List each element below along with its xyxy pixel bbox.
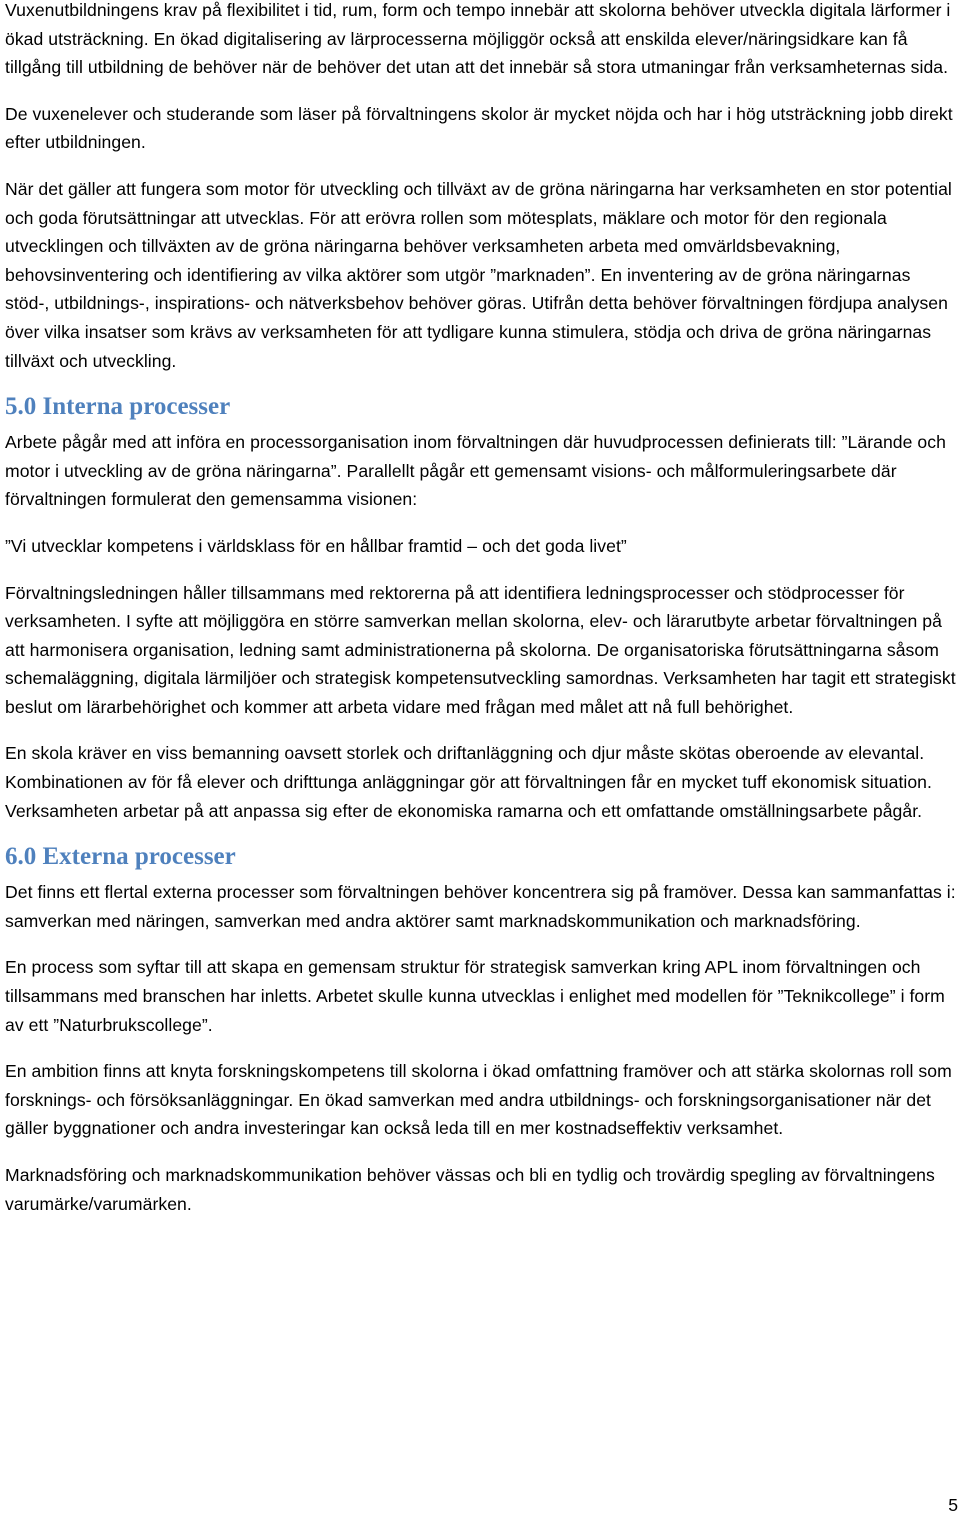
paragraph-research-ambition: En ambition finns att knyta forskningskompetens till skolorna i ökad omfattning framöver och att stärka skolornas roll som forsknings- och försöksanläggningar. En ökad samverkan med andra utbildnings- och forskningsorganisationer när det gäller byggnationer och andra investeringar kan också leda till en mer kostnadseffektiv verksamhet.: [5, 1061, 952, 1139]
paragraph-management-processes: Förvaltningsledningen håller tillsammans med rektorerna på att identifiera ledningsprocesser och stödprocesser för verksamheten. I syfte att möjliggöra en större samverkan mellan skolorna, elev- och lärarutbyte arbetar förvaltningen på att harmonisera organisation, ledning samt administrationerna på skolorna. De organisatoriska förutsättningarna såsom schemaläggning, digitala lärmiljöer och strategisk kompetensutveckling samordnas. Verksamheten har tagit ett strategiskt beslut om lärarbehörighet och kommer att arbeta vidare med frågan med målet att nå full behörighet.: [5, 582, 956, 717]
paragraph-staffing-economy: En skola kräver en viss bemanning oavsett storlek och driftanläggning och djur måste skötas oberoende av elevantal. Kombinationen av för få elever och drifttunga anläggningar gör att förvaltningen får en mycket tuff ekonomisk situation. Verksamheten arbetar på att anpassa sig efter de ekonomiska ramarna och ett omfattande omställningsarbete pågår.: [5, 743, 932, 821]
vision-quote: ”Vi utvecklar kompetens i världsklass för en hållbar framtid – och det goda livet”: [5, 535, 627, 556]
paragraph-digital-learning: Vuxenutbildningens krav på flexibilitet i tid, rum, form och tempo innebär att skolorna behöver utveckla digitala lärformer i ökad utsträckning. En ökad digitalisering av lärprocesserna möjliggör också att enskilda elever/näringsidkare kan få tillgång till utbildning de behöver när de behöver det utan att det innebär så stora utmaningar från verksamheternas sida.: [5, 0, 951, 78]
paragraph-external-overview: Det finns ett flertal externa processer som förvaltningen behöver koncentrera sig på framöver. Dessa kan sammanfattas i: samverkan med näringen, samverkan med andra aktörer samt marknadskommunikation och marknadsföring.: [5, 882, 956, 931]
page-number: 5: [948, 1495, 958, 1515]
paragraph-marketing: Marknadsföring och marknadskommunikation behöver vässas och bli en tydlig och trovärdig spegling av förvaltningens varumärke/varumärken.: [5, 1165, 935, 1214]
paragraph-apl-collaboration: En process som syftar till att skapa en gemensam struktur för strategisk samverkan kring APL inom förvaltningen och tillsammans med branschen har inletts. Arbetet skulle kunna utvecklas i enlighet med modellen för ”Teknikcollege” i form av ett ”Naturbrukscollege”.: [5, 957, 945, 1035]
paragraph-student-satisfaction: De vuxenelever och studerande som läser på förvaltningens skolor är mycket nöjda och har i hög utsträckning jobb direkt efter utbildningen.: [5, 103, 953, 153]
section-heading-internal-processes: 5.0 Interna processer: [5, 393, 231, 421]
document-page: [5, 0, 957, 1218]
paragraph-green-industries: När det gäller att fungera som motor för utveckling och tillväxt av de gröna näringarna har verksamheten en stor potential och goda förutsättningar att utvecklas. För att erövra rollen som mötesplats, mäklare och motor för den regionala utvecklingen och tillväxten av de gröna näringarna behöver verksamheten arbeta med omvärldsbevakning, behovsinventering och identifiering av vilka aktörer som utgör ”marknaden”. En inventering av de gröna näringarnas stöd-, utbildnings-, inspirations- och nätverksbehov behöver göras. Utifrån detta behöver förvaltningen fördjupa analysen över vilka insatser som krävs av verksamheten för att tydligare kunna stimulera, stödja och driva de gröna näringarnas tillväxt och utveckling.: [5, 178, 952, 371]
section-heading-external-processes: 6.0 Externa processer: [5, 843, 236, 871]
paragraph-process-organisation: Arbete pågår med att införa en processorganisation inom förvaltningen där huvudprocessen definierats till: ”Lärande och motor i utveckling av de gröna näringarna”. Parallellt pågår ett gemensamt visions- och målformuleringsarbete där förvaltningen formulerat den gemensamma visionen:: [5, 432, 946, 510]
